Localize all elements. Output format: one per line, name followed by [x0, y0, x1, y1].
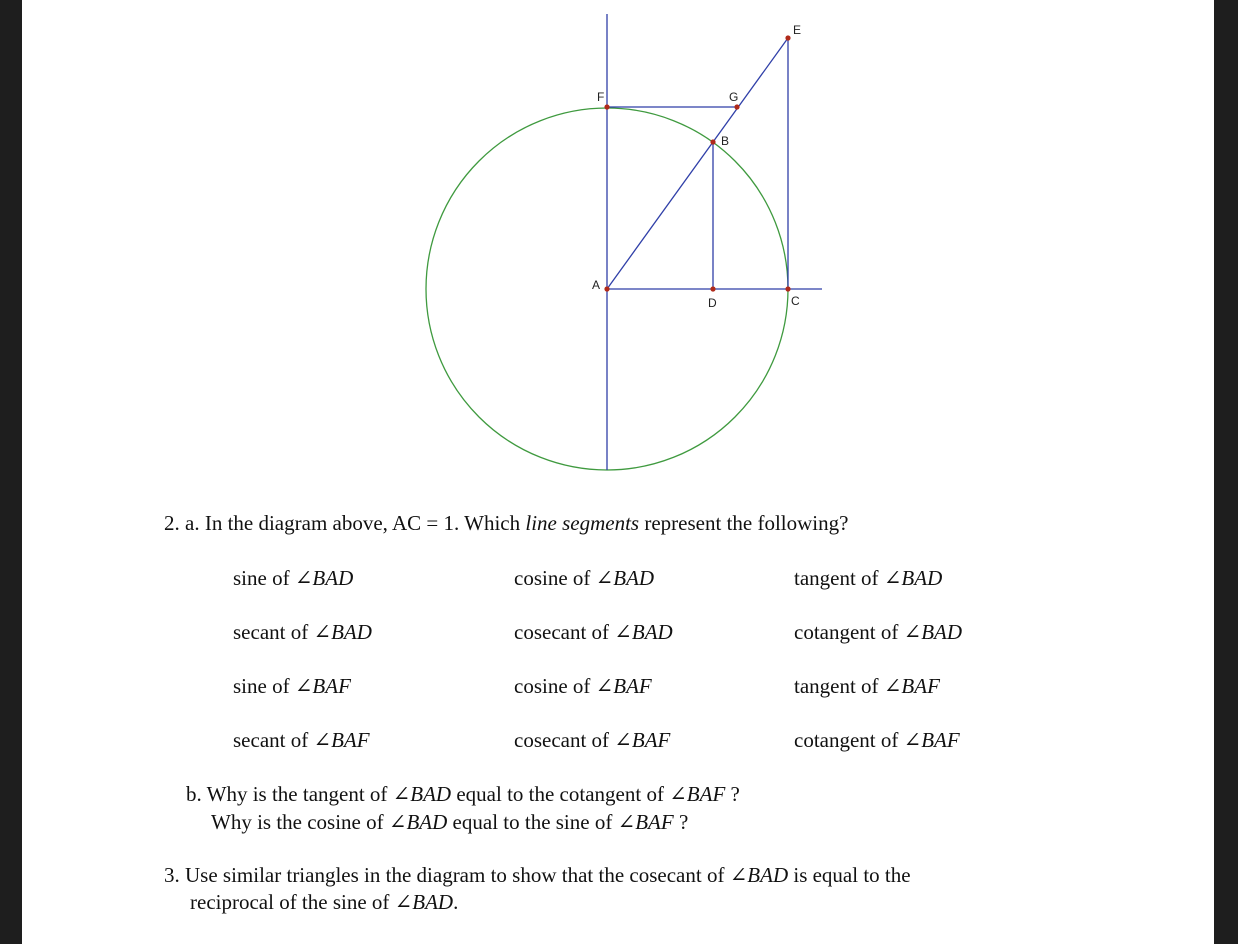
q2a-prefix: 2. a. In the diagram above, AC = 1. Which	[164, 511, 526, 535]
label-f: F	[597, 90, 605, 104]
angle: ∠BAD	[614, 620, 673, 644]
angle: ∠BAD	[903, 620, 963, 644]
cell-r4c3: cotangent of ∠BAF	[794, 728, 960, 752]
question-2b-line2: Why is the cosine of ∠BAD equal to the sine of ∠BAF ?	[211, 810, 689, 834]
angle: ∠BAD	[595, 566, 655, 590]
question-3-line1: 3. Use similar triangles in the diagram to show that the cosecant of ∠BAD is equal to the	[164, 863, 911, 887]
q2a-suffix: represent the following?	[639, 511, 849, 535]
angle: ∠BAF	[617, 810, 674, 834]
question-2b-line1: b. Why is the tangent of ∠BAD equal to the cotangent of ∠BAF ?	[186, 782, 740, 806]
angle: ∠BAF	[669, 782, 726, 806]
question-3-line2: reciprocal of the sine of ∠BAD.	[190, 890, 459, 914]
worksheet-page	[22, 0, 1214, 944]
angle: ∠BAD	[388, 810, 448, 834]
label-d: D	[708, 296, 717, 310]
label-b: B	[721, 134, 730, 148]
cell-r1c1: sine of ∠BAD	[233, 566, 354, 590]
point-e	[785, 35, 790, 40]
cell-r2c2: cosecant of ∠BAD	[514, 620, 673, 644]
angle: ∠BAF	[294, 674, 351, 698]
cell-r4c1: secant of ∠BAF	[233, 728, 370, 752]
segment-ae	[607, 38, 788, 289]
point-g	[734, 104, 739, 109]
angle: ∠BAF	[313, 728, 370, 752]
angle: ∠BAD	[394, 890, 454, 914]
cell-r3c2: cosine of ∠BAF	[514, 674, 652, 698]
angle: ∠BAF	[883, 674, 940, 698]
angle: ∠BAD	[392, 782, 452, 806]
point-b	[710, 139, 715, 144]
label-c: C	[791, 294, 800, 308]
angle: ∠BAD	[294, 566, 354, 590]
cell-r4c2: cosecant of ∠BAF	[514, 728, 671, 752]
point-d	[710, 286, 715, 291]
label-a: A	[592, 278, 601, 292]
angle: ∠BAF	[903, 728, 960, 752]
question-2a	[164, 511, 848, 535]
point-a	[604, 286, 609, 291]
cell-r3c3: tangent of ∠BAF	[794, 674, 940, 698]
cell-r2c3: cotangent of ∠BAD	[794, 620, 963, 644]
unit-circle-diagram	[22, 0, 1214, 490]
cell-r2c1: secant of ∠BAD	[233, 620, 372, 644]
cell-r3c1: sine of ∠BAF	[233, 674, 351, 698]
q2a-emph: line segments	[525, 511, 640, 535]
angle: ∠BAF	[614, 728, 671, 752]
label-e: E	[793, 23, 802, 37]
cell-r1c2: cosine of ∠BAD	[514, 566, 655, 590]
cell-r1c3: tangent of ∠BAD	[794, 566, 943, 590]
angle: ∠BAD	[313, 620, 372, 644]
angle: ∠BAD	[883, 566, 943, 590]
point-c	[785, 286, 790, 291]
angle: ∠BAF	[595, 674, 652, 698]
point-f	[604, 104, 609, 109]
angle: ∠BAD	[729, 863, 789, 887]
label-g: G	[729, 90, 739, 104]
